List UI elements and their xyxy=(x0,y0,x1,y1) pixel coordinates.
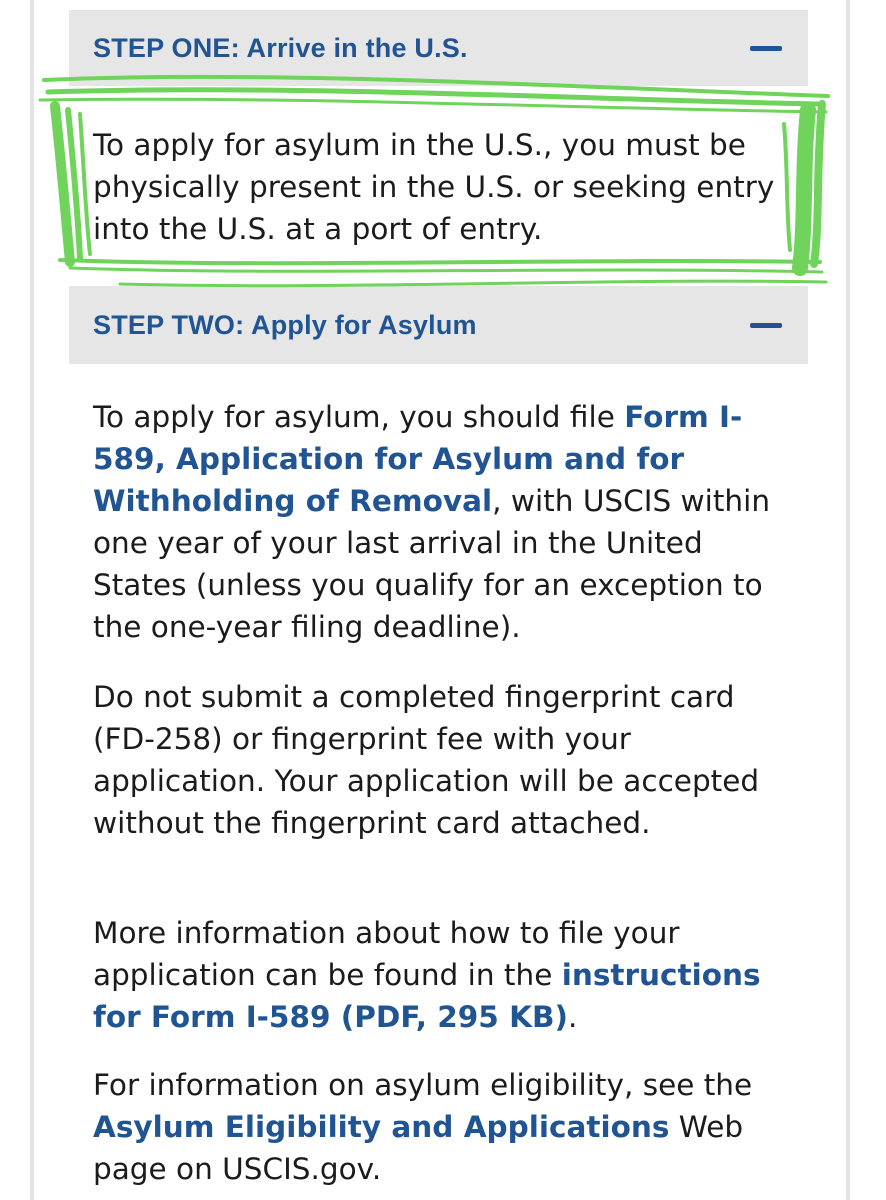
step-one-body: To apply for asylum in the U.S., you must be physically present in the U.S. or seeking entry into the U.S. at a port of entry. xyxy=(93,128,775,246)
paragraph-text: . xyxy=(567,1000,578,1034)
step-two-paragraph-eligibility xyxy=(93,1064,793,1190)
accordion-step-two-header[interactable] xyxy=(69,286,808,364)
step-one-title: STEP ONE: Arrive in the U.S. xyxy=(93,32,468,63)
right-border xyxy=(846,0,850,1200)
left-border xyxy=(30,0,34,1200)
paragraph-text: , with USCIS within one year of your last arrival in the United States (unless you qualify for an exception to the one-year filing deadline). xyxy=(93,484,771,644)
form-i589-link[interactable]: Form I-589, Application for Asylum and for Withholding of Removal xyxy=(93,400,743,518)
minus-icon[interactable] xyxy=(750,323,782,328)
form-i589-instructions-link[interactable]: instructions for Form I-589 (PDF, 295 KB) xyxy=(93,958,761,1034)
step-two-title: STEP TWO: Apply for Asylum xyxy=(93,309,477,340)
step-two-paragraph-fingerprint: Do not submit a completed fingerprint card (FD-258) or fingerprint fee with your application. Your application will be accepted without the fingerprint card attached. xyxy=(93,680,760,840)
paragraph-text: More information about how to file your application can be found in the xyxy=(93,916,680,992)
paragraph-text: To apply for asylum, you should file xyxy=(93,400,625,434)
asylum-eligibility-link[interactable]: Asylum Eligibility and Applications xyxy=(93,1110,670,1144)
accordion-step-one-header[interactable] xyxy=(69,10,808,86)
paragraph-text: For information on asylum eligibility, see the xyxy=(93,1068,753,1102)
step-two-paragraph-instructions xyxy=(93,912,793,1038)
minus-icon[interactable] xyxy=(750,46,782,51)
step-two-paragraph-file-form xyxy=(93,396,793,648)
paragraph-text: Web page on USCIS.gov. xyxy=(93,1110,744,1186)
